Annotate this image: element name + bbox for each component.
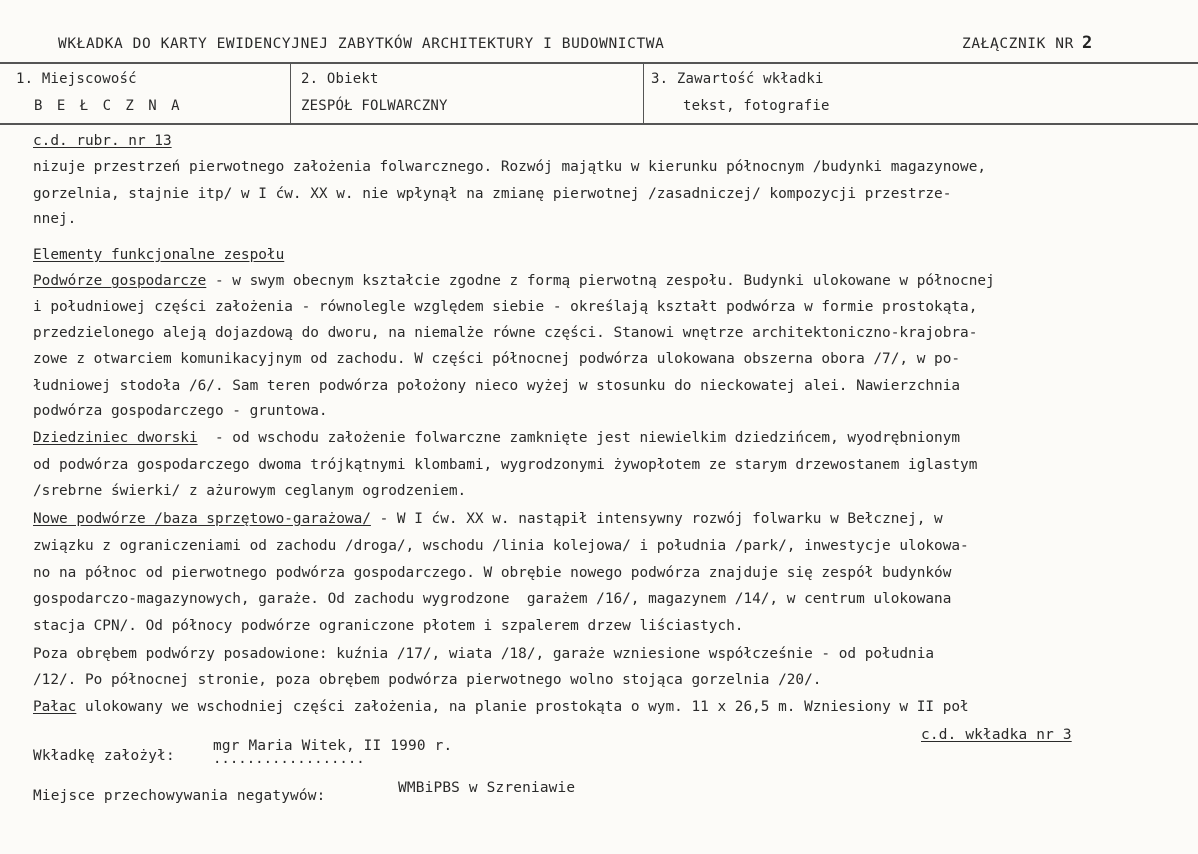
palace-title: Pałac: [33, 699, 77, 715]
body-line: Poza obrębem podwórzy posadowione: kuźnia /17/, wiata /18/, garaże wzniesione współcześnie - od południa: [33, 646, 935, 662]
body-line: nizuje przestrzeń pierwotnego założenia folwarcznego. Rozwój majątku w kierunku północnym /budynki magazynowe,: [33, 159, 987, 175]
annex-number: 2: [1082, 33, 1093, 53]
body-line: /12/. Po północnej stronie, poza obrębem podwórza pierwotnego wolno stojąca gorzelnia /20/.: [33, 672, 822, 688]
body-line: i południowej części założenia - równolegle względem siebie - określają kształt podwórza w formie prostokąta,: [33, 299, 978, 315]
field-divider-1: [290, 62, 291, 124]
body-line: przedzielonego aleją dojazdową do dworu, na niemalże równe części. Stanowi wnętrze architektoniczno-krajobra-: [33, 325, 978, 341]
palace-line: ulokowany we wschodniej części założenia, na planie prostokąta o wym. 11 x 26,5 m. Wzniesiony w II poł: [76, 699, 969, 715]
continuation-heading: c.d. rubr. nr 13: [33, 133, 172, 149]
body-line: [33, 698, 969, 716]
object-value: ZESPÓŁ FOLWARCZNY: [301, 98, 448, 114]
author-dots: ..................: [213, 751, 365, 767]
object-label: 2. Obiekt: [301, 71, 379, 87]
body-line: no na północ od pierwotnego podwórza gospodarczego. W obrębie nowego podwórza znajduje się zespół budynków: [33, 565, 952, 581]
body-line: od podwórza gospodarczego dwoma trójkątnymi klombami, wygrodzonymi żywopłotem ze starym drzewostanem iglastym: [33, 457, 978, 473]
location-label: 1. Miejscowość: [16, 71, 137, 87]
author-value: mgr Maria Witek, II 1990 r.: [213, 738, 453, 754]
card-title: WKŁADKA DO KARTY EWIDENCYJNEJ ZABYTKÓW ARCHITEKTURY I BUDOWNICTWA: [58, 36, 665, 52]
s3-line: - W I ćw. XX w. nastąpił intensywny rozwój folwarku w Bełcznej, w: [370, 511, 943, 527]
storage-label: Miejsce przechowywania negatywów:: [33, 788, 326, 804]
storage-value: WMBiPBS w Szreniawie: [398, 780, 576, 796]
s2-title: Dziedziniec dworski: [33, 430, 198, 446]
s1-line: - w swym obecnym kształcie zgodne z formą pierwotną zespołu. Budynki ulokowane w północnej: [206, 273, 995, 289]
next-insert-note: c.d. wkładka nr 3: [921, 727, 1072, 743]
body-line: gospodarczo-magazynowych, garaże. Od zachodu wygrodzone garażem /16/, magazynem /14/, w centrum ulokowana: [33, 591, 952, 607]
body-line: [33, 510, 943, 528]
body-line: gorzelnia, stajnie itp/ w I ćw. XX w. nie wpłynął na zmianę pierwotnej /zasadniczej/ kompozycji przestrze-: [33, 186, 952, 202]
section-heading: Elementy funkcjonalne zespołu: [33, 247, 285, 263]
body-line: /srebrne świerki/ z ażurowym ceglanym ogrodzeniem.: [33, 483, 467, 499]
s1-title: Podwórze gospodarcze: [33, 273, 207, 289]
s2-line: - od wschodu założenie folwarczne zamknięte jest niewielkim dziedzińcem, wyodrębnionym: [197, 430, 961, 446]
body-line: łudniowej stodoła /6/. Sam teren podwórza położony nieco wyżej w stosunku do nieckowatej alei. Nawierzchnia: [33, 378, 961, 394]
fields-divider: [0, 123, 1198, 125]
body-line: stacja CPN/. Od północy podwórze ograniczone płotem i szpalerem drzew liściastych.: [33, 618, 744, 634]
contents-value: tekst, fotografie: [683, 98, 830, 114]
location-value: B E Ł C Z N A: [34, 98, 183, 114]
body-line: podwórza gospodarczego - gruntowa.: [33, 403, 328, 419]
body-line: [33, 429, 960, 447]
body-line: [33, 272, 995, 290]
body-line: nnej.: [33, 211, 77, 227]
body-line: związku z ograniczeniami od zachodu /droga/, wschodu /linia kolejowa/ i południa /park/, inwestycje ulokowa-: [33, 538, 969, 554]
s3-title: Nowe podwórze /baza sprzętowo-garażowa/: [33, 511, 371, 527]
author-label: Wkładkę założył:: [33, 748, 175, 764]
annex-label: ZAŁĄCZNIK NR: [962, 36, 1074, 52]
field-divider-2: [643, 62, 644, 124]
body-line: zowe z otwarciem komunikacyjnym od zachodu. W części północnej podwórza ulokowana obszerna obora /7/, w po-: [33, 351, 961, 367]
contents-label: 3. Zawartość wkładki: [651, 71, 824, 87]
header-divider: [0, 62, 1198, 64]
